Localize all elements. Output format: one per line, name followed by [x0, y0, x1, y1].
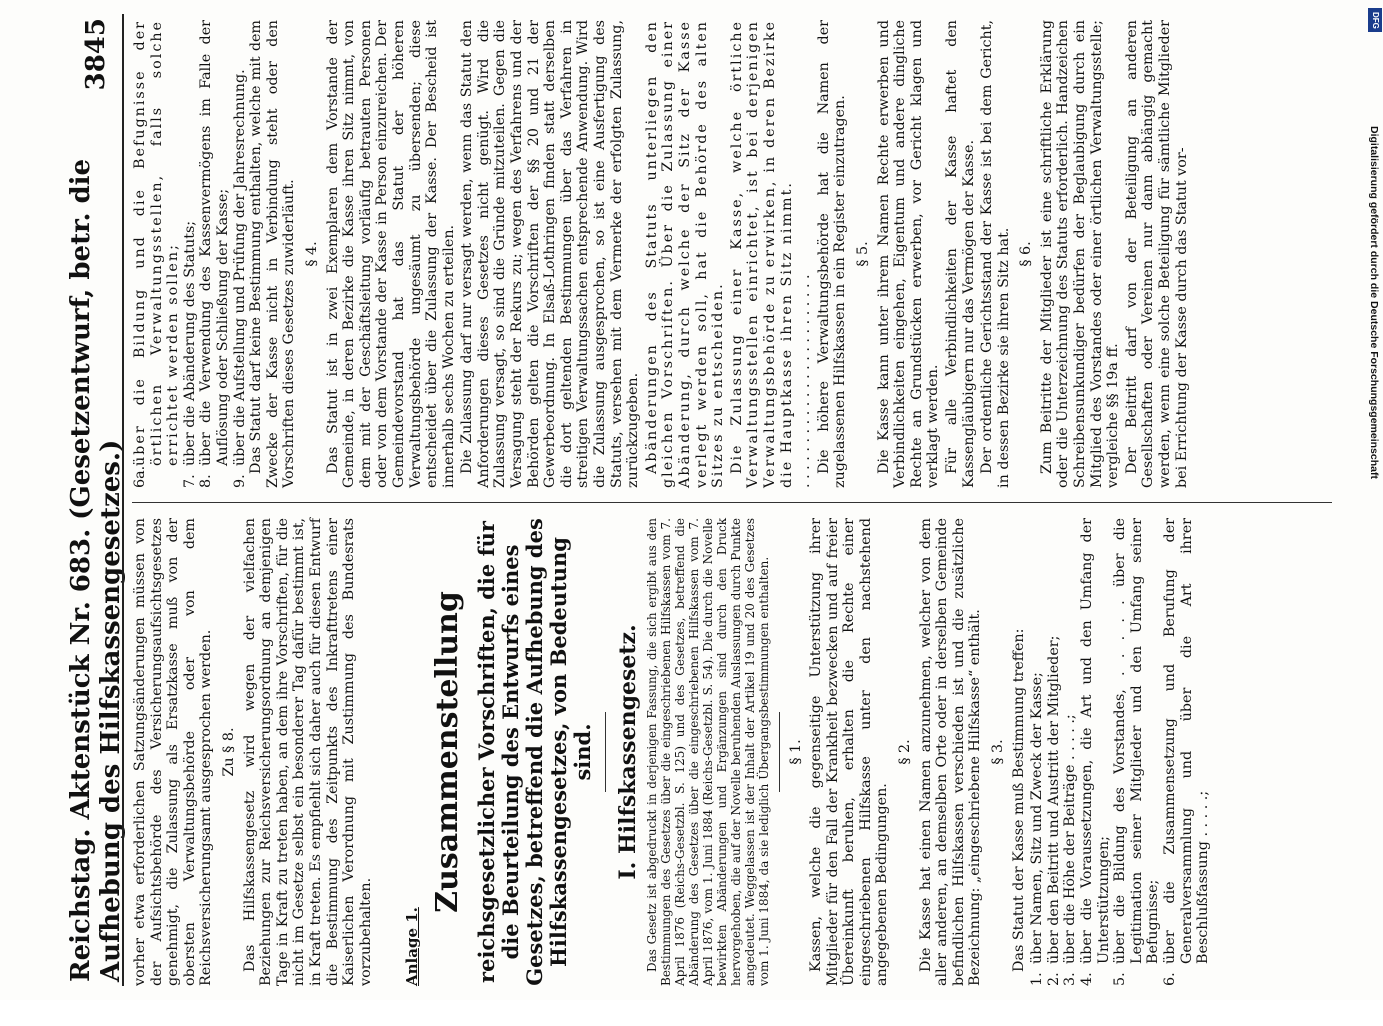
section-heading: § 4. — [303, 241, 320, 267]
list-item: 2.über den Beitritt und Austritt der Mitglieder; — [1045, 635, 1062, 986]
right-column — [132, 20, 1192, 488]
paragraph: Zum Beitritte der Mitglieder ist eine schriftliche Erklärung oder die Unterzeichnung des Statuts erforderlich. Handzeichen Schreibensunkundiger bedürfen der Beglaubigung durch ein Mitglied des Vorstandes oder einer örtlichen Verwaltungsstelle; vergleiche §§ 19a ff. — [1038, 20, 1122, 488]
section-heading: Zu § 8. — [220, 727, 237, 777]
credit-text: Digitalisierung gefördert durch die Deutsche Forschungsgemeinschaft — [1368, 126, 1380, 479]
paragraph: Die Zulassung einer Kasse, welche örtliche Verwaltungsstellen einrichtet, ist bei derjenigen Verwaltungsbehörde zu erwirken, in deren Bezirke die Hauptkasse ihren Sitz nimmt. — [728, 20, 795, 488]
list-item: 4.über die Voraussetzungen, die Art und den Umfang der Unterstützungen; — [1079, 518, 1112, 986]
digitization-credit — [1362, 6, 1380, 996]
rotated-page-content — [46, 0, 1346, 1000]
section-heading: § 2. — [897, 739, 914, 765]
paragraph: Abänderungen des Statuts unterliegen den gleichen Vorschriften. Über die Zulassung einer Abänderung, durch welche der Sitz der Kasse verlegt werden soll, hat die Behörde des alten Sitzes zu entscheiden. — [643, 20, 727, 488]
section-heading: § 1. — [787, 739, 804, 765]
paragraph: Das Statut der Kasse muß Bestimmung treffen: — [1010, 628, 1027, 972]
section-heading: § 6. — [1018, 241, 1035, 267]
paragraph: Der Beitritt darf von der Beteiligung an anderen Gesellschaften oder Vereinen nur dann abhängig gemacht werden, wenn eine solche Beteiligung für sämtliche Mitglieder bei Errichtung der Kasse durch das Statut vor- — [1123, 20, 1190, 488]
divider — [605, 712, 606, 792]
paragraph: vorher etwa erforderlichen Satzungsänderungen müssen von der Aufsichtsbehörde des Versicherungsaufsichtsgesetzes genehmigt, die Zulassung als Ersatzkasse muß von der obersten Verwaltungsbehörde oder von dem Reichsversicherungsamt ausgesprochen werden. — [132, 518, 215, 986]
paragraph: Die Kasse kann unter ihrem Namen Rechte erwerben und Verbindlichkeiten eingehen, Eigentum und andere dingliche Rechte an Grundstücken erwerben, vor Gericht klagen und verklagt werden. — [875, 20, 942, 488]
column-separator — [132, 502, 1332, 503]
list-item: 6.über die Zusammensetzung und Berufung der Generalversammlung und über die Art ihrer Beschlußfassung . . . . .; — [1161, 518, 1212, 986]
section-heading: § 3. — [990, 739, 1007, 765]
list-item: 8.über die Verwendung des Kassenvermögens im Falle der Auflösung oder Schließung der Kasse; — [198, 20, 231, 488]
paragraph: Das Hilfskassengesetz wird wegen der vielfachen Beziehungen zur Reichsversicherungsordnung an demjenigen Tage in Kraft zu treten haben, an dem ihre Vorschriften, für die nicht im Gesetze selbst ein besonderer Tag dafür bestimmt ist, in Kraft treten. Es empfiehlt sich daher auch für diesen Entwurf die Bestimmung des Zeitpunkts des Inkrafttretens einer Kaiserlichen Verordnung mit Zustimmung des Bundesrats vorzubehalten. — [241, 518, 374, 986]
paragraph: Kassen, welche die gegenseitige Unterstützung ihrer Mitglieder für den Fall der Krankheit bezwecken und auf freier Übereinkunft beruhen, erhalten die Rechte einer eingeschriebenen Hilfskasse unter den nachstehend angegebenen Bedingungen. — [808, 518, 891, 986]
list-item: 6a.über die Bildung und die Befugnisse der örtlichen Verwaltungsstellen, falls solche errichtet werden sollen; — [132, 20, 182, 488]
paragraph: Für alle Verbindlichkeiten der Kasse haftet den Kassengläubigern nur das Vermögen der Kasse. — [943, 20, 977, 488]
paragraph: Die höhere Verwaltungsbehörde hat die Namen der zugelassenen Hilfskassen in ein Register einzutragen. — [815, 20, 849, 488]
paragraph: Das Statut ist in zwei Exemplaren dem Vorstande der Gemeinde, in deren Bezirke die Kasse ihren Sitz nimmt, von dem mit der Geschäftsleitung vorläufig betrauten Personen oder von dem Vorstande der Kasse in Person einzureichen. Der Gemeindevorstand hat das Statut der höheren Verwaltungsbehörde ungesäumt zu übersenden; diese entscheidet über die Zulassung der Kasse. Der Bescheid ist innerhalb sechs Wochen zu erteilen. — [324, 20, 457, 488]
paragraph: Die Kasse hat einen Namen anzunehmen, welcher von dem aller anderen, an demselben Orte oder in derselben Gemeinde befindlichen Hilfskassen verschieden ist und die zusätzliche Bezeichnung: „eingeschriebene Hilfskasse“ enthält. — [917, 518, 984, 986]
document-subtitle: reichsgesetzlicher Vorschriften, die für die Beurteilung des Entwurfs eines Gesetzes, betreffend die Aufhebung des Hilfskassengesetzes, von Bedeutung sind. — [473, 518, 595, 986]
paragraph: Der ordentliche Gerichtsstand der Kasse ist bei dem Gericht, in dessen Bezirke sie ihren Sitz hat. — [979, 20, 1012, 488]
paragraph: Das Statut darf keine Bestimmung enthalten, welche mit dem Zwecke der Kasse nicht in Verbindung steht oder den Vorschriften dieses Gesetzes zuwiderläuft. — [248, 20, 298, 488]
section-heading: § 5. — [854, 241, 871, 267]
document-title: Zusammenstellung — [429, 591, 465, 913]
paragraph: Die Zulassung darf nur versagt werden, wenn das Statut den Anforderungen dieses Gesetzes nicht genügt. Wird die Zulassung versagt, so sind die Gründe mitzuteilen. Gegen die Versagung steht der Rekurs zu; wegen des Verfahrens und der Behörden gelten die Vorschriften der §§ 20 und 21 der Gewerbeordnung. In Elsaß-Lothringen finden statt derselben die dort geltenden Bestimmungen über das Verfahren in streitigen Verwaltungssachen entsprechende Anwendung. Wird die Zulassung ausgesprochen, so ist eine Ausfertigung des Statuts, versehen mit dem Vermerke der erfolgten Zulassung, zurückzugeben. — [459, 20, 642, 488]
chapter-heading: I. Hilfskassengesetz. — [614, 624, 641, 880]
list-item: 9.über die Aufstellung und Prüfung der Jahresrechnung. — [231, 69, 248, 488]
page-number: 3845 — [81, 18, 111, 91]
list-item: 7.über die Abänderung des Statuts; — [181, 220, 198, 488]
header-rule — [122, 14, 124, 986]
list-item: 1.über Namen, Sitz und Zweck der Kasse; — [1029, 672, 1046, 986]
dfg-logo: DFG — [1368, 8, 1382, 32]
page-header — [66, 18, 126, 982]
intro-note: Das Gesetz ist abgedruckt in derjenigen Fassung, die sich ergibt aus den Bestimmungen des Gesetzes über die eingeschriebenen Hilfskassen vom 7. April 1876 (Reichs-Gesetzbl. S. 125) und des Gesetzes, betreffend die Abänderung des Gesetzes über die eingeschriebenen Hilfskassen vom 7. April 1876, vom 1. Juni 1884 (Reichs-Gesetzbl. S. 54). Die durch die Novelle bewirkten Abänderungen und Ergänzungen sind durch den Druck hervorgehoben, die auf der Novelle beruhenden Auslassungen durch Punkte angedeutet. Weggelassen ist der Inhalt der Artikel 19 und 20 des Gesetzes vom 1. Juni 1884, da sie lediglich Übergangsbestimmungen enthalten. — [644, 518, 771, 986]
left-column — [132, 518, 1212, 986]
divider — [779, 712, 780, 792]
header-title: Reichstag. Aktenstück Nr. 683. (Gesetzentwurf, betr. die Aufhebung des Hilfskassengesetzes.) — [66, 158, 126, 982]
list-item: 5.über die Bildung des Vorstandes, . . . . . über die Legitimation seiner Mitglieder und den Umfang seiner Befugnisse; — [1112, 518, 1162, 986]
annex-label: Anlage 1. — [403, 907, 422, 986]
list-item: 3.über die Höhe der Beiträge . . . . .; — [1062, 714, 1079, 986]
ellipsis-line: . . . . . . . . . . . . . . . . . . . . . . . . — [797, 274, 814, 488]
